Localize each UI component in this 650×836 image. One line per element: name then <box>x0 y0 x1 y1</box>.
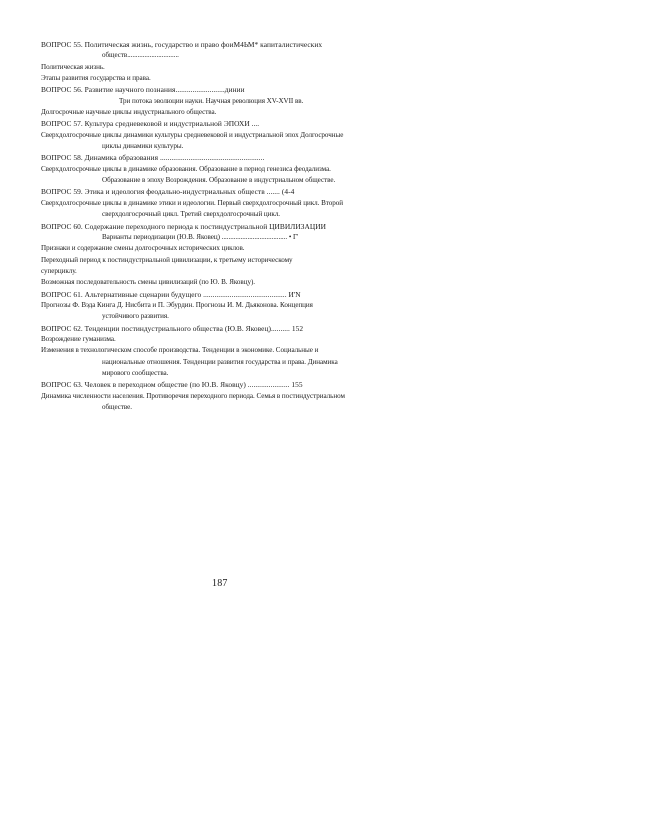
toc-line: обществе. <box>102 403 132 411</box>
toc-line: устойчивого развития. <box>102 312 169 321</box>
toc-line: мирового сообщества. <box>102 368 169 377</box>
toc-line: Сверхдолгосрочные циклы в динамике этики и идеологии. Первый сверхдолгосрочный цикл. Второй <box>41 198 343 207</box>
toc-line: Долгосрочные научные циклы индустриального общества. <box>41 108 217 117</box>
page-number: 187 <box>212 578 228 589</box>
toc-line: Динамика численности населения. Противоречия переходного периода. Семья в постиндустриальном <box>41 391 345 400</box>
toc-question-heading: ВОПРОС 55. Политическая жизнь, государство и право фоиМ4ЬМ* капиталистических <box>41 40 323 49</box>
toc-line: циклы динамики культуры. <box>102 142 184 151</box>
toc-line: суперциклу. <box>41 266 77 275</box>
toc-line: обществ.............................. <box>102 51 179 60</box>
toc-question-heading: ВОПРОС 58. Динамика образования ....................................................... <box>41 153 265 163</box>
toc-line: Сверхдолгосрочные циклы динамики культуры средневековой и индустриальной эпох Долгосрочные <box>41 130 344 139</box>
toc-line: национальные отношения. Тенденции развития государства и права. Динамика <box>102 357 338 366</box>
toc-line: Сверхдолгосрочные циклы в динамике образования. Образование в период генезиса феодализма. <box>41 164 331 173</box>
toc-line: Прогнозы Ф. Вэда Кинга Д. Нисбита и П. Эбурдин. Прогнозы И. М. Дьяконова. Концепция <box>41 300 313 309</box>
toc-question-heading: ВОПРОС 59. Этика и идеология феодально-индустриальных обществ ....... (4-4 <box>41 187 295 197</box>
toc-line: Три потока эволюции науки. Научная революция XV-XVII вв. <box>119 96 304 105</box>
toc-line: Изменения в технологическом способе производства. Тенденции в экономике. Социальные и <box>41 346 319 355</box>
toc-question-heading: ВОПРОС 56. Развитие научного познания..........................динии <box>41 85 245 95</box>
toc-line: Варианты периодизации (Ю.В. Яковец) ...................................... • Г' <box>102 232 299 241</box>
toc-line: Образование в эпоху Возрождения. Образование в индустриальном обществе. <box>102 176 336 185</box>
toc-question-heading: ВОПРОС 57. Культура средневековой и индустриальной ЭПОХИ .... <box>41 119 260 129</box>
toc-line: Возможная последовательность смены цивилизаций (по Ю. В. Яковцу). <box>41 278 256 287</box>
table-of-contents <box>41 39 411 413</box>
toc-line: Этапы развития государства и права. <box>41 74 151 83</box>
toc-line: Политическая жизнь. <box>41 62 105 71</box>
toc-line: Переходный период к постиндустриальной цивилизации, к третьему историческому <box>41 255 293 264</box>
toc-line: сверхдолгосрочный цикл. Третий сверхдолгосрочный цикл. <box>102 210 281 219</box>
toc-question-heading: ВОПРОС 63. Человек в переходном обществе (по Ю.В. Яковцу) ...................... 155 <box>41 380 303 390</box>
toc-question-heading: ВОПРОС 62. Тенденции постиндустриального общества (Ю.В. Яковец).......... 152 <box>41 323 304 333</box>
toc-line: Возрождение гуманизма. <box>41 334 116 343</box>
toc-line: Признаки и содержание смены долгосрочных исторических циклов. <box>41 244 245 253</box>
toc-question-heading: ВОПРОС 60. Содержание переходного периода к постиндустриальной ЦИВИЛИЗАЦИИ <box>41 221 327 231</box>
toc-question-heading: ВОПРОС 61. Альтернативные сценарии будущего ............................................ И'N <box>41 289 301 299</box>
